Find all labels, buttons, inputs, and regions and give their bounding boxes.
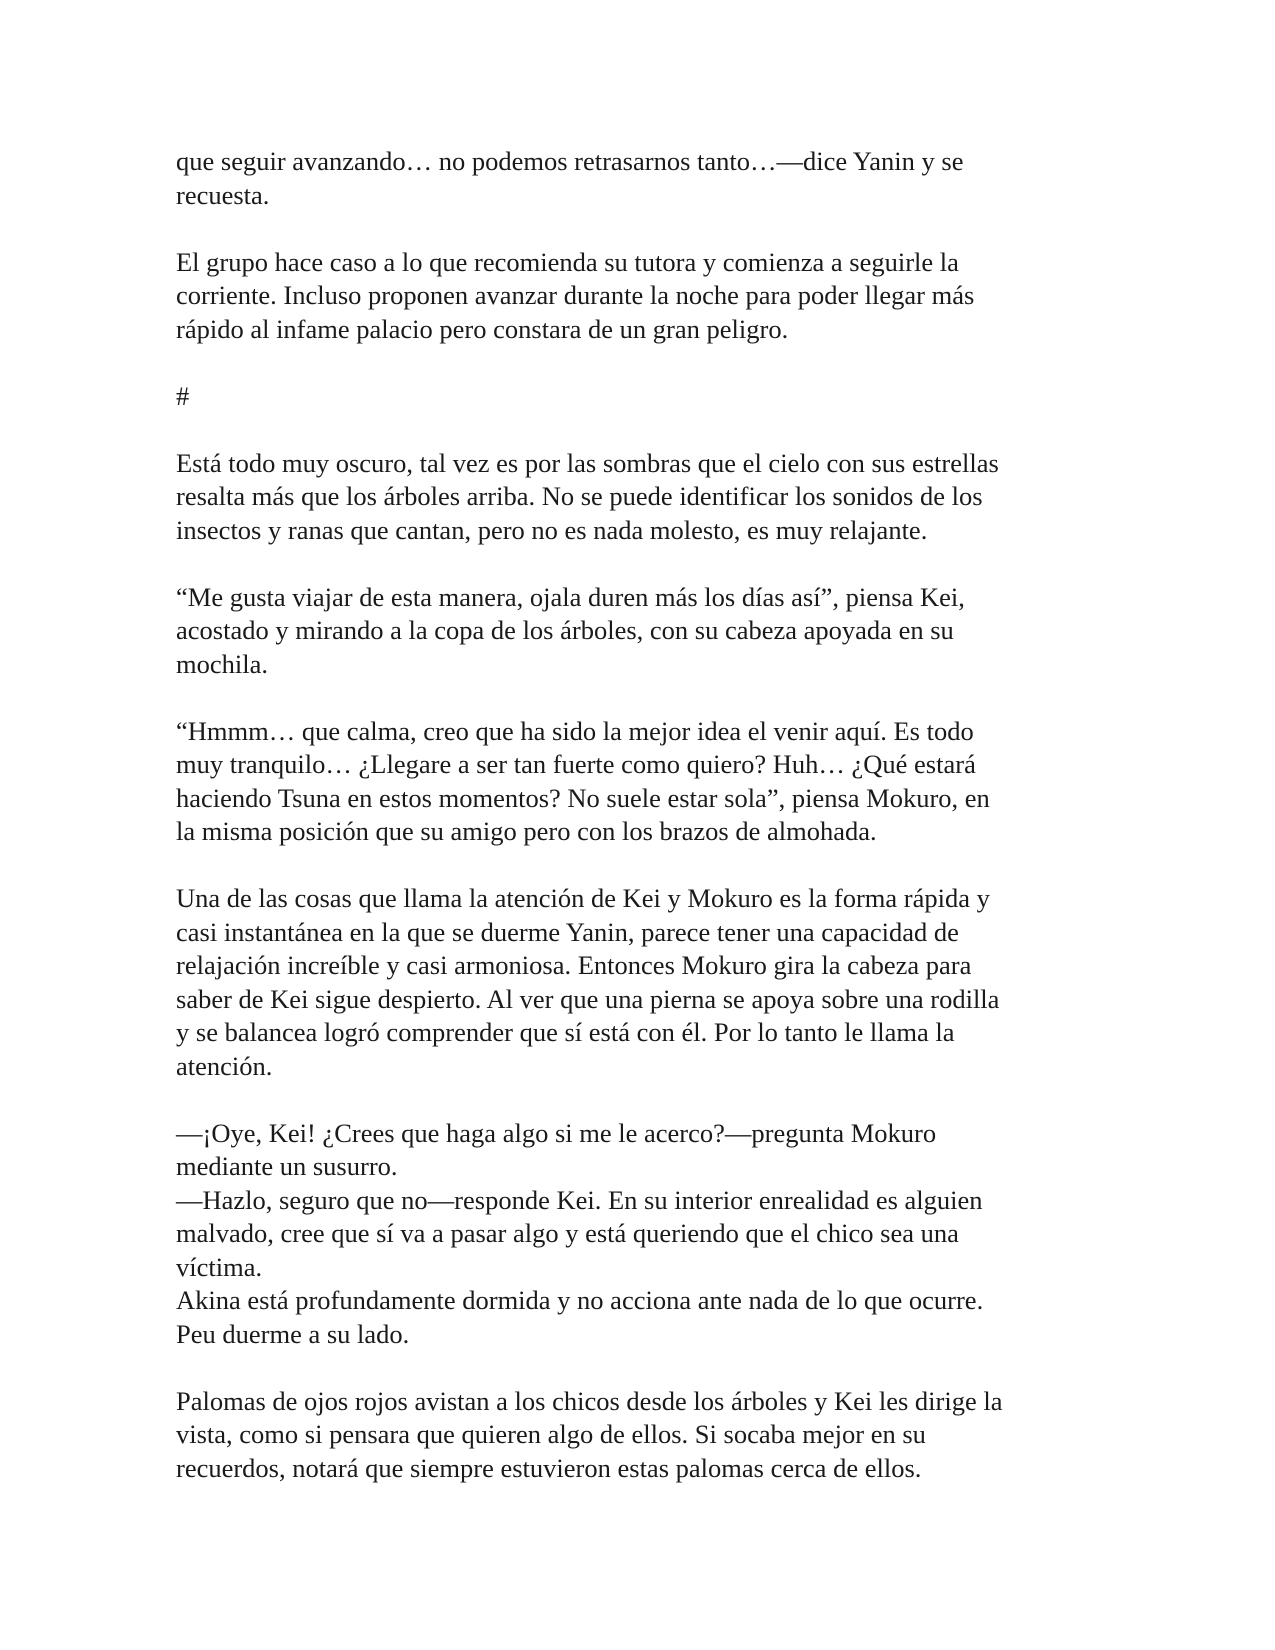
text-line: mochila. [176, 648, 268, 679]
text-line: Akina está profundamente dormida y no acciona ante nada de lo que ocurre. [176, 1285, 984, 1315]
text-line: El grupo hace caso a lo que recomienda su tutora y comienza a seguirle la [176, 246, 959, 277]
paragraph-gap [176, 413, 1096, 447]
text-line: resalta más que los árboles arriba. No se puede identificar los sonidos de los [176, 481, 983, 511]
text-line: Peu duerme a su lado. [176, 1318, 410, 1349]
text-line: víctima. [176, 1251, 263, 1282]
text-line: relajación increíble y casi armoniosa. Entonces Mokuro gira la cabeza para [176, 950, 972, 980]
scene-break: # [176, 380, 190, 411]
text-line: y se balancea logró comprender que sí está con él. Por lo tanto le llama la [176, 1017, 955, 1047]
text-line: vista, como si pensara que quieren algo de ellos. Si socaba mejor en su [176, 1419, 926, 1449]
text-line: “Me gusta viajar de esta manera, ojala duren más los días así”, piensa Kei, [176, 581, 965, 612]
text-line: recuerdos, notará que siempre estuvieron estas palomas cerca de ellos. [176, 1452, 922, 1483]
text-line: Está todo muy oscuro, tal vez es por las sombras que el cielo con sus estrellas [176, 447, 999, 478]
text-line: Una de las cosas que llama la atención de Kei y Mokuro es la forma rápida y [176, 883, 990, 913]
paragraph-gap [176, 1351, 1096, 1385]
text-line: haciendo Tsuna en estos momentos? No suele estar sola”, piensa Mokuro, en [176, 782, 990, 813]
text-line: rápido al infame palacio pero constara de un gran peligro. [176, 313, 789, 344]
document-body [176, 145, 1096, 1485]
text-line: —Hazlo, seguro que no—responde Kei. En su interior enrealidad es alguien [176, 1184, 983, 1215]
text-line: insectos y ranas que cantan, pero no es nada molesto, es muy relajante. [176, 514, 928, 545]
text-line: “Hmmm… que calma, creo que ha sido la mejor idea el venir aquí. Es todo [176, 715, 974, 746]
paragraph-gap [176, 849, 1096, 883]
text-line: acostado y mirando a la copa de los árboles, con su cabeza apoyada en su [176, 615, 954, 645]
paragraph-gap [176, 681, 1096, 715]
text-line: muy tranquilo… ¿Llegare a ser tan fuerte como quiero? Huh… ¿Qué estará [176, 749, 976, 779]
text-line: recuesta. [176, 179, 270, 210]
text-line: Palomas de ojos rojos avistan a los chicos desde los árboles y Kei les dirige la [176, 1385, 1003, 1416]
text-line: mediante un susurro. [176, 1151, 398, 1181]
text-line: —¡Oye, Kei! ¿Crees que haga algo si me le acerco?—pregunta Mokuro [176, 1117, 937, 1148]
text-line: casi instantánea en la que se duerme Yanin, parece tener una capacidad de [176, 916, 959, 947]
paragraph-gap [176, 212, 1096, 246]
text-line: saber de Kei sigue despierto. Al ver que una pierna se apoya sobre una rodilla [176, 983, 1000, 1014]
text-line: que seguir avanzando… no podemos retrasarnos tanto…—dice Yanin y se [176, 146, 964, 176]
text-line: malvado, cree que sí va a pasar algo y está queriendo que el chico sea una [176, 1218, 959, 1248]
text-line: la misma posición que su amigo pero con los brazos de almohada. [176, 816, 877, 846]
text-line: atención. [176, 1050, 273, 1081]
paragraph-gap [176, 1083, 1096, 1117]
paragraph-gap [176, 547, 1096, 581]
paragraph-gap [176, 346, 1096, 380]
text-line: corriente. Incluso proponen avanzar durante la noche para poder llegar más [176, 280, 975, 310]
